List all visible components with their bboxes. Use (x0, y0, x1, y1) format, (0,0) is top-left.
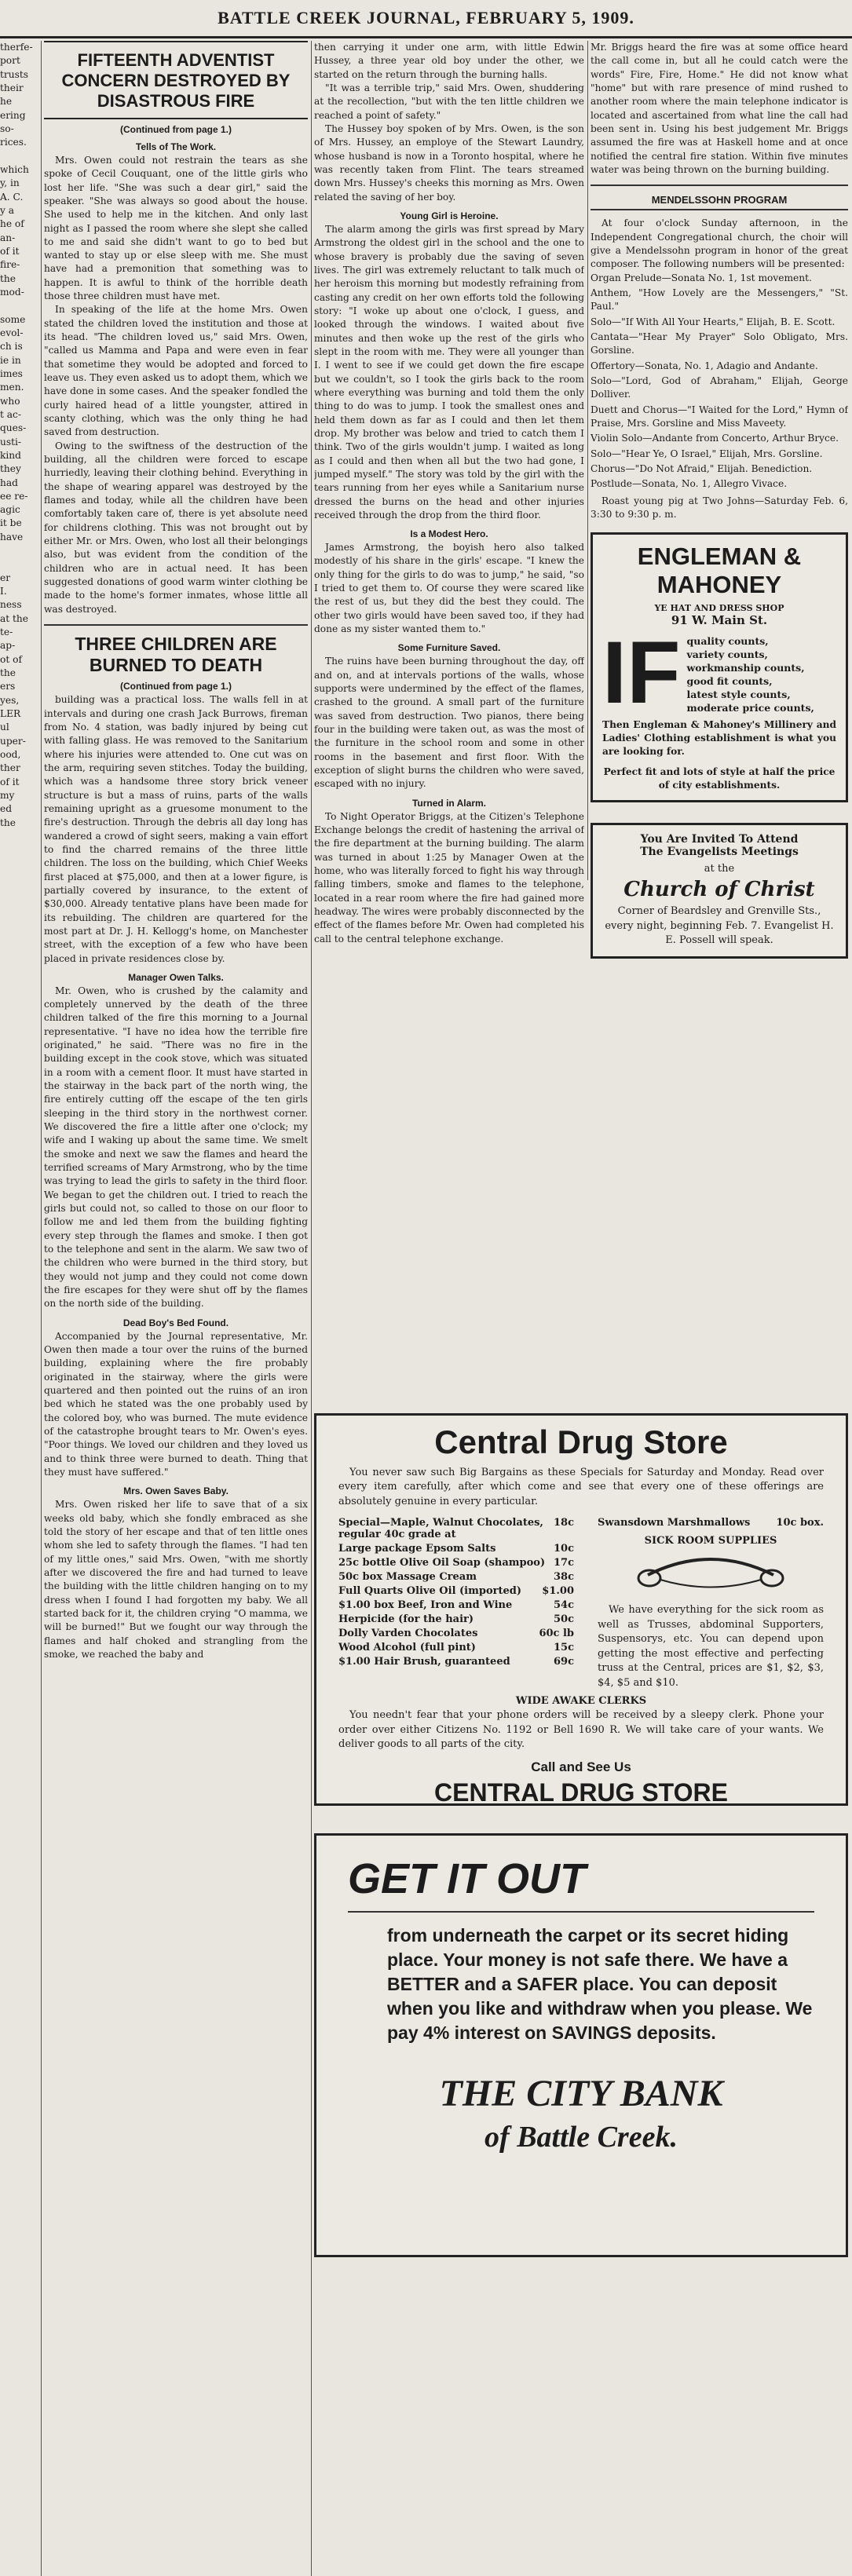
central-drug-store-ad (314, 1413, 848, 1806)
article-column-right (591, 41, 848, 1407)
special-row (338, 1642, 574, 1653)
fragment-line: who (0, 395, 20, 407)
special-row (338, 1517, 574, 1540)
subhead: Dead Boy's Bed Found. (122, 1317, 229, 1328)
program-item: Solo—"Hear Ye, O Israel," Elijah, Mrs. Gorsline. (591, 448, 823, 459)
fragment-line: had (0, 477, 18, 488)
ad-if-lines (687, 635, 814, 714)
fragment-line: y a (0, 204, 15, 216)
special-item: $1.00 box Beef, Iron and Wine (338, 1599, 513, 1612)
fragment-line: t ac- (0, 408, 21, 420)
subhead: Tells of The Work. (135, 141, 217, 152)
ad-title: ENGLEMAN & (637, 543, 802, 571)
program-item: Solo—"If With All Your Hearts," Elijah, B. E. Scott. (591, 316, 836, 327)
wide-awake-body: You needn't fear that your phone orders will be received by a sleepy clerk. Phone your order over either Citizens No. 1192 or Bell 1690 R. We will take care of your wants. We deliver goods to all parts of the city. (338, 1709, 824, 1750)
fragment-line: ee re- (0, 490, 28, 502)
special-item: 25c bottle Olive Oil Soap (shampoo) (338, 1557, 546, 1569)
roast-notice: Roast young pig at Two Johns—Saturday Feb. 6, 3:30 to 9:30 p. m. (591, 495, 848, 520)
left-fragments-column (0, 41, 39, 830)
fragment-line: of it (0, 776, 20, 787)
program-item: Offertory—Sonata, No. 1, Adagio and Andante. (591, 360, 818, 371)
masthead (0, 0, 852, 38)
paragraph: Accompanied by the Journal representative, Mr. Owen then made a tour over the ruins of the burned building, explaining where the fire probably originated in the stairway, where the girls were quartered and then pointed out the ruins of an iron bed which he stated was the one probably used by the colored boy, who was burned. The mute evidence of the catastrophe brought tears to Mr. Owen's eyes. "Poor things. We loved our children and they loved us and to think three were burned to death. Thing that they must have suffered." (44, 1330, 308, 1478)
fragment-line: ther (0, 762, 20, 774)
special-price: 60c lb (539, 1628, 574, 1640)
fragment-line: rices. (0, 137, 27, 148)
paragraph: Mrs. Owen risked her life to save that of a six weeks old baby, which she fondly embraced as she told the story of her escape and that of ten little ones whom she led to safety through the flames. "I had ten of my little ones," said Mrs. Owen, "with me shortly after we discovered the fire and had turned to leave the building with the little children hanging on to my dress when I found I had forgotten my baby. We all started back for it, the children crying "O mamma, we will be burned!" But we fought our way through the flames and half choked and strangling from the smoke, we reached the baby and (44, 1499, 308, 1660)
fragment-line: ering (0, 109, 26, 121)
bank-body: from underneath the carpet or its secret hiding place. Your money is not safe there. We have a BETTER and a SAFER place. You can deposit when you like and withdraw when you please. We pay 4% interest on SAVINGS deposits. (387, 1925, 813, 2044)
divider (591, 209, 848, 210)
fragment-line: men. (0, 382, 24, 393)
subhead: Is a Modest Hero. (410, 528, 488, 540)
fragment-line: ap- (0, 640, 16, 652)
paragraph: Owing to the swiftness of the destruction of the building, all the children were forced to escape hurriedly, leaving their clothing behind. Everything in the shape of wearing apparel was destroyed by the flames and today, while all the children have been comfortably taken care of, there is yet absolute need for childrens clothing. This was not brought out by either Mr. or Mrs. Owen, who lost all their belongings also, but was evident from the condition of the children who are in actual need. It has been suggested donations of good warm winter clothing be made to the home's former inmates, whose little all was destroyed. (44, 440, 308, 615)
special-item: Large package Epsom Salts (338, 1543, 496, 1555)
bank-name: THE CITY BANK (439, 2073, 723, 2115)
fragment-line (0, 544, 39, 557)
church-invite: You Are Invited To Attend (640, 833, 799, 846)
fragment-line: A. C. (0, 191, 24, 203)
paragraph: The Hussey boy spoken of by Mrs. Owen, is the son of Mrs. Hussey, an employe of the Stewart Laundry, whose husband is now in a Toronto hospital, where he was recently taken from Flint. The tears streamed down Mrs. Hussey's cheeks this morning as Mrs. Owen related the saving of her boy. (314, 122, 584, 203)
paragraph: "It was a terrible trip," said Mrs. Owen, shuddering at the recollection, "but with the ten little children we reached a point of safety." (314, 82, 584, 121)
fragment-line: my (0, 790, 15, 802)
ad-if-line: moderate price counts, (686, 701, 814, 714)
fragment-line: it be (0, 517, 22, 529)
fragment-line: imes (0, 367, 23, 379)
special-price: 54c (553, 1599, 574, 1612)
program-item: Solo—"Lord, God of Abraham," Elijah, George Dolliver. (591, 375, 848, 400)
bank-city: of Battle Creek. (485, 2121, 678, 2154)
fragment-line: of it (0, 245, 20, 257)
subhead: Manager Owen Talks. (128, 971, 224, 983)
special-row (338, 1585, 574, 1597)
special-row (338, 1571, 574, 1583)
ad-if-line: latest style counts, (686, 688, 791, 700)
paragraph: To Night Operator Briggs, at the Citizen's Telephone Exchange belongs the credit of hastening the arrival of the fire department at the burning building. The alarm was turned in about 1:25 by Manager Owen at the home, who was literally forced to fight his way through falling timbers, smoke and flames to the telephone, located in a rear room where the fire had gained more headway. The wires were probably disconnected by the effect of the flames before Mr. Owen had completed his call to the central telephone exchange. (314, 810, 584, 945)
column-rule (587, 41, 588, 880)
special-price: 10c (553, 1543, 574, 1555)
special-row (338, 1599, 574, 1611)
special-price: 50c (553, 1613, 574, 1626)
special-price: 17c (553, 1557, 574, 1569)
special-price: 18c (553, 1517, 574, 1529)
city-bank-ad (314, 1833, 848, 2257)
drug-intro: You never saw such Big Bargains as these Specials for Saturday and Monday. Read over every item carefully, after which come and see that every one of these offerings are absolutely genuine in every particular. (338, 1467, 824, 1507)
fragment-line (0, 150, 39, 163)
church-name: Church of Christ (623, 878, 815, 902)
divider (591, 185, 848, 186)
wide-awake-title: WIDE AWAKE CLERKS (515, 1695, 647, 1708)
church-at: at the (704, 863, 735, 875)
fragment-line: ie in (0, 354, 21, 366)
fragment-line: te- (0, 627, 13, 638)
special-item: $1.00 Hair Brush, guaranteed (338, 1656, 510, 1668)
fragment-line: y, in (0, 177, 20, 189)
fragment-line: mod- (0, 286, 24, 298)
paragraph: The ruins have been burning throughout the day, off and on, and at intervals portions of the walls, whose supports were undermined by the effect of the flames, crashed to the ground. A small part of the furniture was saved from destruction. Two pianos, there being four in the building were taken out, as was the most of the furniture in the school room and some in other rooms in the basement and first floor. With the exception of slight burns the children who were saved, escaped with no injury. (314, 656, 584, 790)
drug-body (316, 1517, 846, 1690)
fragment-line: an- (0, 232, 16, 243)
ad-address: 91 W. Main St. (671, 613, 768, 628)
paragraph: The alarm among the girls was first spread by Mary Armstrong the oldest girl in the school and the one to whose bravery is probably due the saving of seven lives. The girl was extremely reluctant to talk much of her heroism this morning but modestly refraining from casting any credit on her own efforts told the following story: "I woke up about one o'clock, I guess, and looked through the windows. I waited about five minutes and then woke up the rest of the girls who slept in the room with me. They were all younger than I. I went to see if we could get down the fire escape but we couldn't, so I took the girls back to the room where everything was burning and told them the only thing to do was to jump. I took the smallest ones and held them down as far as I could and then let them drop. My brother was below and tried to catch them I think. Two of the girls wouldn't jump. I waited as long as I could and then when all but the two had gone, I jumped myself." The story was told by the girl with the tears running from her eyes while a Sanitarium nurse dressed the burns on the head and other injuries received through the drop from the third floor. (314, 223, 584, 521)
column-rule (311, 41, 312, 2576)
fragment-line: I. (0, 586, 7, 597)
marshmallow-label: Swansdown Marshmallows (598, 1517, 751, 1529)
program-item: Anthem, "How Lovely are the Messengers," "St. Paul." (591, 287, 848, 312)
subhead: Mrs. Owen Saves Baby. (123, 1485, 229, 1497)
drug-title: Central Drug Store (434, 1423, 728, 1460)
divider (44, 624, 308, 626)
fragment-line: at the (0, 612, 28, 624)
fragment-line: the (0, 272, 16, 284)
special-item: Dolly Varden Chocolates (338, 1628, 478, 1640)
special-item: Full Quarts Olive Oil (imported) (338, 1585, 522, 1598)
truss-icon (632, 1551, 789, 1599)
children-headline: THREE CHILDREN ARE BURNED TO DEATH (75, 634, 277, 676)
fragment-line: ed (0, 803, 13, 815)
church-invite: The Evangelists Meetings (640, 846, 799, 859)
fragment-line: ood, (0, 749, 21, 761)
fragment-line: evol- (0, 327, 24, 338)
fragment-line: they (0, 463, 21, 475)
fragment-line: their (0, 82, 24, 93)
drug-right (598, 1517, 824, 1690)
fragment-line (0, 299, 39, 312)
engleman-ad (591, 532, 848, 802)
ad-if-line: workmanship counts, (686, 662, 805, 674)
church-ad (591, 823, 848, 958)
fragment-line: uper- (0, 735, 26, 747)
program-item: Chorus—"Do Not Afraid," Elijah. Benediction. (591, 462, 813, 474)
program-item: Duett and Chorus—"I Waited for the Lord," Hymn of Praise, Mrs. Gorsline and Miss Maveety. (591, 404, 848, 429)
drug-footer: CENTRAL DRUG STORE (434, 1778, 728, 1807)
special-item: Wood Alcohol (full pint) (338, 1642, 476, 1654)
fire-headline-box (44, 41, 308, 119)
subhead: Turned in Alarm. (411, 797, 486, 809)
sick-room-title: SICK ROOM SUPPLIES (644, 1535, 777, 1547)
fragment-line: he of (0, 218, 24, 230)
sick-room-body: We have everything for the sick room as well as Trusses, abdominal Supporters, Suspensorys, etc. You can depend upon getting the most effective and perfecting truss at the Central, prices are $1, $2, $3, $4, $5 and $10. (598, 1604, 824, 1689)
special-row (338, 1613, 574, 1625)
article-column-middle (314, 41, 584, 1407)
special-row (338, 1628, 574, 1639)
fragment-line: kind (0, 449, 21, 461)
paragraph: At four o'clock Sunday afternoon, in the Independent Congregational church, the choir will give a Mendelssohn program in honor of the great composer. The following numbers will be presented: (591, 217, 848, 270)
marshmallow-price: 10c box. (776, 1517, 824, 1529)
program-item: Postlude—Sonata, No. 1, Allegro Vivace. (591, 478, 788, 490)
special-item: 50c box Massage Cream (338, 1571, 477, 1584)
fragment-line: trusts (0, 68, 28, 80)
ad-if-line: good fit counts, (686, 675, 773, 688)
fragment-line: agic (0, 504, 20, 516)
fragment-line: the (0, 817, 16, 828)
special-row (338, 1557, 574, 1569)
program-title: MENDELSSOHN PROGRAM (651, 194, 788, 206)
fragment-line: he (0, 96, 13, 108)
ad-body: Then Engleman & Mahoney's Millinery and Ladies' Clothing establishment is what you are looking for. (602, 718, 836, 758)
special-item: Herpicide (for the hair) (338, 1613, 474, 1626)
fragment-line: yes, (0, 694, 20, 706)
program-item: Organ Prelude—Sonata No. 1, 1st movement. (591, 272, 812, 283)
ad-if-line: quality counts, (686, 635, 769, 648)
column-rule (41, 41, 42, 2576)
fragment-line: er (0, 572, 11, 583)
ad-title: MAHONEY (656, 570, 782, 598)
special-price: $1.00 (542, 1585, 574, 1598)
fragment-line: ch is (0, 341, 23, 353)
paragraph: Mr. Briggs heard the fire was at some office heard the call come in, but all he could catch were the words" Fire, Fire, Home." He did not know what "home" but with rare presence of mind rushed to another room where the main telephone indicator is located and ascertained from what line the call had been sent in. Using his best judgement Mr. Briggs assumed the fire was at Haskell home and at once notified the central fire station. Within five minutes water was being thrown on the burning building. (591, 42, 848, 175)
fragment-line (0, 557, 39, 571)
fragment-line: so- (0, 122, 14, 134)
program-item: Cantata—"Hear My Prayer" Solo Obligato, Mrs. Gorsline. (591, 331, 848, 356)
drug-specials (338, 1517, 574, 1690)
church-body: Corner of Beardsley and Grenville Sts., every night, beginning Feb. 7. Evangelist H. E. Possell will speak. (605, 905, 834, 947)
fragment-line: ers (0, 681, 16, 692)
bank-title: GET IT OUT (348, 1855, 586, 1902)
special-item: Special—Maple, Walnut Chocolates, regular 40c grade at (338, 1517, 543, 1541)
program-item: Violin Solo—Andante from Concerto, Arthur Bryce. (591, 433, 839, 444)
paragraph: Mrs. Owen could not restrain the tears as she spoke of Cecil Couquant, one of the little girls who lost her life. "She was such a dear girl," said the speaker. "She was always so good about the house. She used to help me in the kitchen. And only last night as I passed the room where she slept she called to me and said she didn't want to go to bed but wanted to stay up or else sleep with me. She must have had a premonition that something was to happen. It is awful to think of the horrible death those three children must have met. (44, 154, 308, 302)
ad-if-block (602, 623, 836, 722)
fragment-line: which (0, 163, 29, 175)
fragment-line: therfe- (0, 42, 33, 53)
paragraph: then carrying it under one arm, with little Edwin Hussey, a three year old boy under the other, we started on the return through the burning halls. (314, 42, 584, 80)
fragment-line: fire- (0, 259, 20, 271)
ad-tagline: YE HAT AND DRESS SHOP (654, 603, 784, 614)
ad-big-if: IF (602, 623, 681, 722)
fragment-line: LER (0, 708, 21, 720)
divider (348, 1911, 814, 1913)
fragment-line: usti- (0, 436, 22, 448)
fragment-line: have (0, 531, 24, 543)
fragment-line: ness (0, 599, 22, 611)
fragment-line: port (0, 55, 20, 67)
continued-note: (Continued from page 1.) (120, 681, 232, 692)
fragment-line: ot of (0, 653, 22, 665)
special-price: 15c (553, 1642, 574, 1654)
continued-note: (Continued from page 1.) (120, 123, 232, 135)
special-row (338, 1543, 574, 1555)
ad-if-line: variety counts, (686, 649, 768, 661)
fragment-line: ques- (0, 422, 27, 434)
marshmallow-row (598, 1517, 824, 1529)
masthead-title: BATTLE CREEK JOURNAL, FEBRUARY 5, 1909. (218, 8, 634, 27)
special-price: 38c (553, 1571, 574, 1584)
article-column-left (44, 41, 308, 1661)
paragraph: Mr. Owen, who is crushed by the calamity and completely unnerved by the death of the three children talked of the fire this morning to a Journal representative. "I have no idea how the terrible fire originated," he said. "There was no fire in the building except in the cook stove, which was situated in a room with a cement floor. It must have started in the stairway in the back part of the north wing, the fire entirely cutting off the escape of the ten girls sleeping in the third story in the northwest corner. We discovered the fire a little after one o'clock; my wife and I waking up about the same time. We smelt the smoke and next we saw the flames and heard the terrified screams of Mary Armstrong, who by the time was trying to lead the girls to safety in the third floor. We began to get the children out. I tried to reach the girls but could not, so called to those on our floor to follow me and led them from the building fighting every step through the flames and smoke. I then got to the telephone and sent in the alarm. We saw two of the children who were burned in the third story, but they would not jump and they could not come down the fire escapes for they were shut off by the flames on the north side of the building. (44, 985, 308, 1310)
fire-headline: FIFTEENTH ADVENTIST CONCERN DESTROYED BY DISASTROUS FIRE (61, 50, 291, 111)
special-price: 69c (553, 1656, 574, 1668)
program-list (591, 272, 848, 491)
drug-call: Call and See Us (531, 1759, 631, 1775)
fragment-line: ul (0, 722, 9, 733)
fragment-line: some (0, 313, 26, 325)
paragraph: building was a practical loss. The walls fell in at intervals and during one crash Jack Burrows, fireman from No. 4 station, was badly injured by being cut with falling glass. He was removed to the Sanitarium where his injuries were attended to. One cut was on the arm, requiring seven stitches. Today the building, which was a handsome three story brick veneer structure is but a mass of ruins, parts of the walls remaining upright as a gruesome monument to the fire's destruction. Through the debris all day long has wandered a crowd of sight seers, making a vain effort to find the charred remains of the three little children. The loss on the building, which Chief Weeks first placed at $75,000, and then at a lower figure, is partially covered by insurance, to the extent of $30,000. Already tentative plans have been made for its rebuilding. The children are quartered for the most part at Dr. J. H. Kellogg's home, on Manchester street, with the exception of a few who have been placed in private residences close by. (44, 694, 308, 964)
subhead: Young Girl is Heroine. (400, 210, 499, 221)
subhead: Some Furniture Saved. (397, 642, 501, 654)
special-row (338, 1656, 574, 1668)
paragraph: In speaking of the life at the home Mrs. Owen stated the children loved the institution and those at its head. "The children loved us," said Mrs. Owen, "called us Mamma and Papa and were even in fear that sometime they would be adopted and forced to leave us. They even asked us to adopt them, which we have done in some cases. And the speaker fondled the curly haired head of a little youngster, attired in scanty clothing, which was the only thing he had saved from destruction. (44, 304, 308, 438)
paragraph: James Armstrong, the boyish hero also talked modestly of his share in the girls' escape. "I knew the only thing for the girls to do was to jump," he said, "so I tried to get them to. Of course they were scared like the rest of us, but they did the best they could. The other two girls would have been saved too, if they had done as my sister wanted them to." (314, 542, 584, 635)
fragment-line: the (0, 667, 16, 679)
ad-footer: Perfect fit and lots of style at half the price of city establishments. (603, 765, 836, 791)
